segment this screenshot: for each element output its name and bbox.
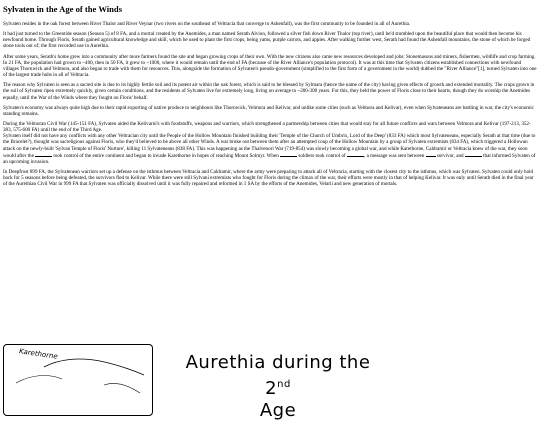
map-region-label: Karethorne [18, 347, 59, 361]
paragraph-economy: Sylvaten's economy was always quite high due to their rapid exporting of native produce to neighbours like Thornwick, Velmora and Kelivar, and unlike some cities (such as Velmora and Kelivar), even when Sylvateneans are battling in war, the city's economic standing remains. [3, 104, 534, 117]
map-section [0, 344, 540, 421]
map-heading [178, 352, 378, 422]
paragraph-growth: After some years, Serath's home grew into a community after more farmers found the site and began growing crops of their own. With the new citizens also came new resources developed and jobs: Stonemasons and miners, fishermen, wildlife and crop farming. In 21 FA, the population had grown to ~400, then in 50 FA, it grew to ~1000, where it would remain until the end of FA (because of the River Alliance's population protocol). It was at this time that Sylvaten citizens established connections with newfound villages Thornwick and Velmora, and also began to trade with them for resources. This, alongside the formation of Sylvaten's pseudo-government (simplified to the first form of a government in the world) dubbed the "River Alliance"[1], turned Sylvaten into one of the largest trade hubs in all of Veltracia. [3, 53, 537, 79]
page-title: Sylvaten in the Age of the Winds [3, 4, 123, 14]
map-heading-ordinal-suffix: nd [277, 379, 291, 390]
hollow-text-6: that informed Sylvaten of an upcoming invasion. [3, 152, 536, 165]
blank-field [280, 152, 297, 157]
blank-field [347, 152, 364, 157]
paragraph-intro: Sylvaten resides in the oak forest between River Thalor and River Veynar (two rivers on the southeast of Veltracia that converge to Ashenfall), was the first community to be founded in all of Aurethia. [3, 21, 411, 27]
paragraph-hollow-mountain [3, 133, 537, 164]
map-coastline-drawing [4, 345, 152, 415]
hollow-text-3: soldiers took control of [298, 152, 346, 159]
blank-field [465, 152, 482, 157]
map-image [3, 344, 153, 416]
paragraph-founding: It had just turned to the Greentide season (Season 5) of 8 FA, and a mortal created by the Anemides, a man named Serath Alvion, followed a silver fish down River Thalor (top river), until he'd stumbled upon the beautiful place that would then become his newfound home. Through Floris, Serath gained agricultural knowledge and skill, which he used to plant the first crops, being yams, purple carrots, and apples. After walking further west, Serath had found the Ashenfall mountains, the stone of which he forged stone tools out of; the first recorded use in Aurethia. [3, 31, 531, 50]
paragraph-sacred-site: The reason why Sylvaten is seen as a sacred site is due to its highly fertile soil and its potent air within the oak forest, which is said to be blessed by Sylmara (hence the name of the city) having given effects of growth and extended mortality. The crops grown in the soil of Sylvaten ripen extremely quickly, given certain conditions, and the residents of Sylvaten live for extremely long, living on average to ~200-300 years. For this, they held the power of Floris close to their hearts, though they do worship the Anemides equally, until the War of the Winds where they fought on Floris' behalf. [3, 82, 535, 101]
paragraph-deepfrost: In Deepfrost 899 FA, the Sylvatenean warriors set up a defense on the isthmus between Veltracia and Caldramir, where the army were preparing to attack all of Veltracia, starting with the closest city to the isthmus, which was Sylvaten. Sylvaten could only hold back for 5 seasons before being defeated, the survivors fled to Kelivar. While there were still Sylvani extremists who fought for Floris during the climax of the war, their efforts were mostly in that of helping Kelivar. It was only until Serath died in the final year of the Aurethian Civil War in 999 FA that Sylvaten was officially dissolved until it was fully repaired and reformed in 1 SA by the efforts of the Anemides, Velarii and new generation of mortals. [3, 169, 534, 188]
map-heading-ordinal: 2 [265, 378, 278, 399]
map-heading-line1: Aurethia during the [185, 352, 371, 373]
hollow-text-4: , a message was sent between [364, 152, 425, 159]
blank-field [426, 152, 436, 157]
article [3, 4, 537, 191]
map-heading-line2 [178, 374, 378, 422]
hollow-text-5: survivor, and [436, 152, 464, 159]
paragraph-civil-war: During the Velmoran Civil War (145-151 FA), Sylvaten aided the Kelivarni's with foodstuffs, weapons and warriors, which strengthened a partnership between cities that would stay for all future conflicts and wars between Velmora and Kelivar (197-213, 352-383, 575-600 FA) until the end of the Third Age. [3, 121, 531, 134]
map-heading-word: Age [259, 400, 297, 421]
blank-field [35, 152, 52, 157]
hollow-text-2: took control of the entire continent and began to invade Karethorne in hopes of reaching Mount Solmyr. When [53, 152, 279, 159]
hollow-text-1: Sylvaten itself did not have any conflicts with any other Veltracian city until the People of the Hollow Mountain finished building their 'Temple of the Church of Umbrix, Lord of the Deep' (833 FA) which most Sylvateneans, especially Serath at that time (due to the Bracelet?), thought was sacreligious against Floris, who they'd believed to be above all other Winds. A war broke out between them after an attempted coup of the Hollow Mountain by a group of Sylvaten extremists (834 FA), which triggered a Hollowan attack on the newly-built 'Sylvan Temple of Floris' Nurture', killing 11 Sylvateneans (838 FA). This was happening as the Thalvenori War (719-854) was slowly becoming a global war, and while Karethorne, Caldramir or Veltracia knew of the war, they soon would after the [3, 133, 536, 159]
